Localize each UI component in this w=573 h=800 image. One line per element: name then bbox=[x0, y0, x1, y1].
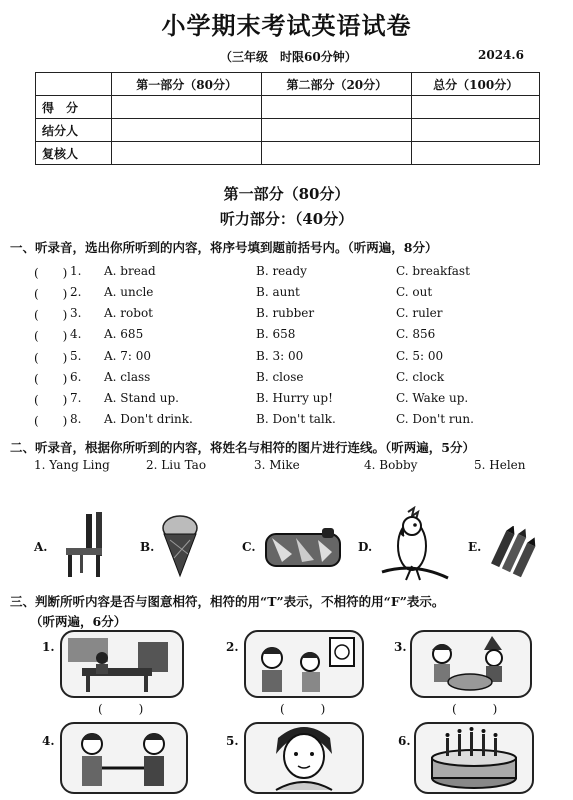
question-number: 4. bbox=[70, 327, 82, 341]
answer-paren[interactable]: ( ) bbox=[34, 308, 68, 322]
option-b: B. rubber bbox=[256, 306, 315, 320]
birthday-cake-icon[interactable] bbox=[414, 722, 534, 794]
score-cell[interactable] bbox=[112, 142, 262, 165]
answer-paren[interactable]: ( ) bbox=[34, 287, 68, 301]
picture-label: C. bbox=[242, 540, 256, 554]
chair-icon[interactable] bbox=[58, 510, 110, 578]
question-number: 5. bbox=[70, 349, 82, 363]
part1-heading: 第一部分（80分） bbox=[223, 185, 350, 203]
score-col-total: 总分（100分） bbox=[412, 73, 540, 96]
option-c: C. Wake up. bbox=[396, 391, 469, 405]
page-title: 小学期末考试英语试卷 bbox=[161, 11, 412, 40]
option-c: C. out bbox=[396, 285, 433, 299]
picture-label: A. bbox=[34, 540, 48, 554]
birthday-girls-icon[interactable] bbox=[410, 630, 532, 698]
exam-date: 2024.6 bbox=[478, 48, 524, 62]
question-number: 6. bbox=[70, 370, 82, 384]
option-a: A. uncle bbox=[104, 285, 154, 299]
ice-cream-icon[interactable] bbox=[158, 514, 202, 578]
score-cell[interactable] bbox=[262, 96, 412, 119]
question-number: 3. bbox=[70, 306, 82, 320]
option-a: A. robot bbox=[104, 306, 153, 320]
score-row-label: 得 分 bbox=[36, 96, 112, 119]
picture-number: 3. bbox=[394, 640, 407, 654]
option-a: A. class bbox=[104, 370, 151, 384]
option-b: B. Hurry up! bbox=[256, 391, 333, 405]
answer-paren[interactable]: ( ) bbox=[34, 372, 68, 386]
name-item[interactable]: 3. Mike bbox=[254, 458, 300, 472]
option-b: B. 658 bbox=[256, 327, 296, 341]
picture-number: 6. bbox=[398, 734, 411, 748]
option-a: A. 7: 00 bbox=[104, 349, 152, 363]
answer-blank[interactable]: ( ) bbox=[98, 702, 144, 716]
option-b: B. 3: 00 bbox=[256, 349, 304, 363]
option-b: B. ready bbox=[256, 264, 307, 278]
student-names bbox=[34, 458, 534, 476]
greeting-boys-icon[interactable] bbox=[60, 722, 188, 794]
score-cell[interactable] bbox=[262, 142, 412, 165]
picture-label: E. bbox=[468, 540, 482, 554]
score-row-score bbox=[36, 96, 540, 119]
option-c: C. clock bbox=[396, 370, 445, 384]
option-a: A. 685 bbox=[104, 327, 144, 341]
option-c: C. 856 bbox=[396, 327, 436, 341]
score-table-corner bbox=[36, 73, 112, 96]
woman-portrait-icon[interactable] bbox=[244, 722, 364, 794]
section3-title: 三、判断所听内容是否与图意相符，相符的用“T”表示，不相符的用“F”表示。 bbox=[10, 594, 445, 609]
score-row-label: 结分人 bbox=[36, 119, 112, 142]
option-c: C. breakfast bbox=[396, 264, 470, 278]
question-number: 1. bbox=[70, 264, 82, 278]
score-cell[interactable] bbox=[262, 119, 412, 142]
answer-paren[interactable]: ( ) bbox=[34, 266, 68, 280]
option-b: B. aunt bbox=[256, 285, 300, 299]
picture-number: 5. bbox=[226, 734, 239, 748]
score-row-reviewer bbox=[36, 142, 540, 165]
picture-label: B. bbox=[140, 540, 155, 554]
option-a: A. bread bbox=[104, 264, 156, 278]
name-item[interactable]: 5. Helen bbox=[474, 458, 526, 472]
answer-paren[interactable]: ( ) bbox=[34, 393, 68, 407]
score-cell[interactable] bbox=[412, 119, 540, 142]
score-row-marker bbox=[36, 119, 540, 142]
parrot-icon[interactable] bbox=[378, 506, 450, 582]
question-number: 8. bbox=[70, 412, 82, 426]
name-item[interactable]: 2. Liu Tao bbox=[146, 458, 207, 472]
score-table-header-row bbox=[36, 73, 540, 96]
answer-paren[interactable]: ( ) bbox=[34, 414, 68, 428]
score-table bbox=[35, 72, 540, 165]
option-c: C. ruler bbox=[396, 306, 443, 320]
score-col-part1: 第一部分（80分） bbox=[112, 73, 262, 96]
option-b: B. Don't talk. bbox=[256, 412, 336, 426]
name-item[interactable]: 4. Bobby bbox=[364, 458, 418, 472]
name-item[interactable]: 1. Yang Ling bbox=[34, 458, 110, 472]
section3-subtitle: （听两遍，6分） bbox=[30, 614, 127, 629]
picture-number: 1. bbox=[42, 640, 55, 654]
question-number: 2. bbox=[70, 285, 82, 299]
section1-title: 一、听录音，选出你所听到的内容，将序号填到题前括号内。（听两遍，8分） bbox=[10, 240, 438, 255]
answer-blank[interactable]: ( ) bbox=[452, 702, 498, 716]
option-b: B. close bbox=[256, 370, 304, 384]
answer-blank[interactable]: ( ) bbox=[280, 702, 326, 716]
picture-number: 4. bbox=[42, 734, 55, 748]
answer-paren[interactable]: ( ) bbox=[34, 351, 68, 365]
grade-time-limit: （三年级 时限60分钟） bbox=[220, 50, 357, 64]
crayons-icon[interactable] bbox=[488, 526, 540, 578]
option-a: A. Stand up. bbox=[104, 391, 179, 405]
section2-title: 二、听录音，根据你所听到的内容，将姓名与相符的图片进行连线。（听两遍，5分） bbox=[10, 440, 475, 455]
score-cell[interactable] bbox=[112, 96, 262, 119]
answer-paren[interactable]: ( ) bbox=[34, 329, 68, 343]
score-col-part2: 第二部分（20分） bbox=[262, 73, 412, 96]
option-c: C. 5: 00 bbox=[396, 349, 444, 363]
question-number: 7. bbox=[70, 391, 82, 405]
option-c: C. Don't run. bbox=[396, 412, 474, 426]
score-row-label: 复核人 bbox=[36, 142, 112, 165]
family-photo-icon[interactable] bbox=[244, 630, 364, 698]
pencil-case-icon[interactable] bbox=[262, 524, 344, 570]
picture-label: D. bbox=[358, 540, 373, 554]
score-cell[interactable] bbox=[112, 119, 262, 142]
option-a: A. Don't drink. bbox=[104, 412, 193, 426]
picture-number: 2. bbox=[226, 640, 239, 654]
classroom-scene-icon[interactable] bbox=[60, 630, 184, 698]
score-cell[interactable] bbox=[412, 142, 540, 165]
score-cell[interactable] bbox=[412, 96, 540, 119]
listening-heading: 听力部分：（40分） bbox=[219, 210, 354, 228]
